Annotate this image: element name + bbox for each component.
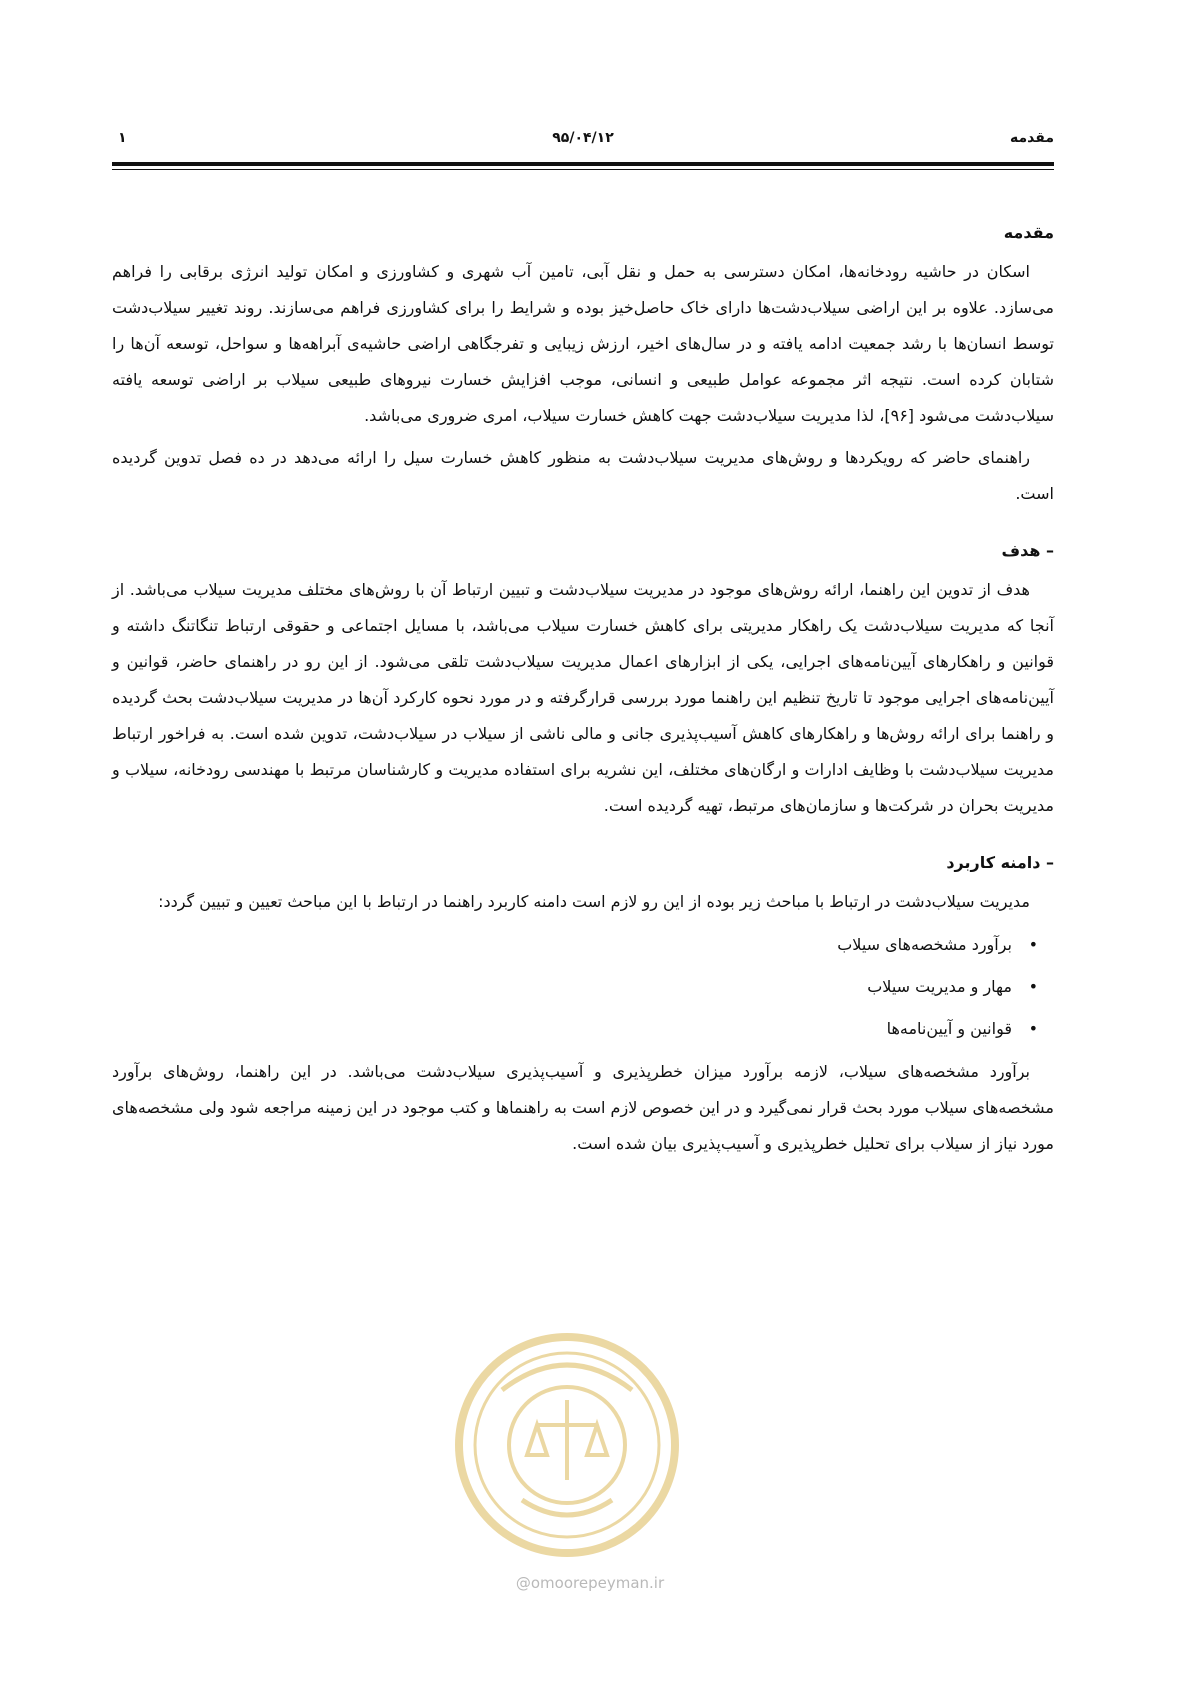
watermark-seal-icon [452, 1330, 682, 1560]
header-date: ۹۵/۰۴/۱۲ [552, 130, 614, 146]
goal-heading: – هدف [1001, 541, 1054, 560]
watermark-url: @omoorepeyman.ir [515, 1574, 665, 1592]
section-heading: مقدمه [1003, 223, 1054, 242]
scope-bullet-list [112, 924, 1054, 1050]
header-rule-thick [112, 162, 1054, 166]
scope-paragraph-2: برآورد مشخصه‌های سیلاب، لازمه برآورد میزان خطرپذیری و آسیب‌پذیری سیلاب‌دشت می‌باشد. در این راهنما، روش‌های برآورد مشخصه‌های سیلاب مورد بحث قرار نمی‌گیرد و در این خصوص لازم است به راهنماها و کتب موجود در این زمینه مراجعه شود ولی مشخصه‌های مورد نیاز از سیلاب برای تحلیل خطرپذیری و آسیب‌پذیری بیان شده است. [112, 1062, 1054, 1153]
intro-paragraph-2: راهنمای حاضر که رویکردها و روش‌های مدیریت سیلاب‌دشت به منظور کاهش خسارت سیل را ارائه می‌دهد در ده فصل تدوین گردیده است. [112, 448, 1054, 503]
scope-paragraph-1: مدیریت سیلاب‌دشت در ارتباط با مباحث زیر بوده از این رو لازم است دامنه کاربرد راهنما در ارتباط با این مباحث تعیین و تبیین گردد: [158, 892, 1030, 911]
page-header [112, 130, 1054, 154]
header-page-number: ۱ [118, 130, 127, 146]
document-body [112, 218, 1054, 1162]
list-item: • قوانین و آیین‌نامه‌ها [112, 1008, 1038, 1050]
list-item: • برآورد مشخصه‌های سیلاب [112, 924, 1038, 966]
at-icon: @ [515, 1574, 531, 1592]
list-item: • مهار و مدیریت سیلاب [112, 966, 1038, 1008]
scope-heading: – دامنه کاربرد [946, 853, 1054, 872]
header-rule-thin [112, 169, 1054, 170]
header-title: مقدمه [1010, 130, 1054, 146]
intro-paragraph-1: اسکان در حاشیه رودخانه‌ها، امکان دسترسی به حمل و نقل آبی، تامین آب شهری و کشاورزی و امکان تولید انرژی برقابی را فراهم می‌سازد. علاوه بر این اراضی سیلاب‌دشت‌ها دارای خاک حاصل‌خیز بوده و شرایط را برای کشاورزی فراهم می‌سازند. روند تغییر سیلاب‌دشت توسط انسان‌ها با رشد جمعیت ادامه یافته و در سال‌های اخیر، ارزش زیبایی و تفرجگاهی اراضی حاشیه‌ی آبراهه‌ها و سواحل، توسعه آن‌ها را شتابان کرده است. نتیجه اثر مجموعه عوامل طبیعی و انسانی، موجب افزایش خسارت نیروهای طبیعی سیلاب بر اراضی توسعه یافته سیلاب‌دشت می‌شود [۹۶]، لذا مدیریت سیلاب‌دشت جهت کاهش خسارت سیلاب، امری ضروری می‌باشد. [112, 262, 1054, 425]
goal-paragraph: هدف از تدوین این راهنما، ارائه روش‌های موجود در مدیریت سیلاب‌دشت و تبیین ارتباط آن با روش‌های مختلف مدیریت سیلاب می‌باشد. از آنجا که مدیریت سیلاب‌دشت یک راهکار مدیریتی برای کاهش خسارت سیلاب می‌باشد، با مسایل اجتماعی و حقوقی ارتباط تنگاتنگ داشته و قوانین و راهکارهای آیین‌نامه‌های اجرایی، یکی از ابزارهای اعمال مدیریت سیلاب‌دشت تلقی می‌شود. از این رو در راهنمای حاضر، قوانین و آیین‌نامه‌های اجرایی موجود تا تاریخ تنظیم این راهنما مورد بررسی قرارگرفته و در مورد نحوه کارکرد آن‌ها در مدیریت سیلاب‌دشت بحث گردیده و راهنما برای ارائه روش‌ها و راهکارهای کاهش آسیب‌پذیری جانی و مالی ناشی از سیلاب در سیلاب‌دشت، تدوین شده است. به فراخور ارتباط مدیریت سیلاب‌دشت با وظایف ادارات و ارگان‌های مختلف، این نشریه برای استفاده مدیریت و کارشناسان مرتبط با مهندسی رودخانه، سیلاب و مدیریت بحران در شرکت‌ها و سازمان‌های مرتبط، تهیه گردیده است. [112, 580, 1054, 815]
